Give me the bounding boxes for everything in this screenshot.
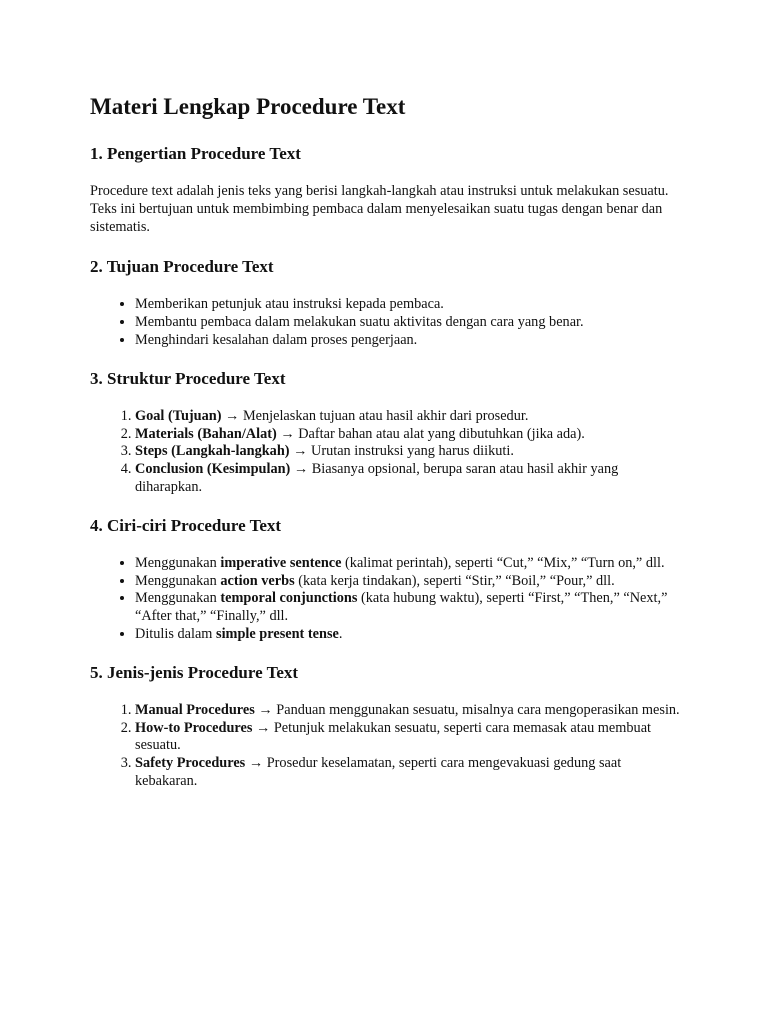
- item-desc: Menjelaskan tujuan atau hasil akhir dari prosedur.: [242, 407, 529, 424]
- item-term: Manual Procedures: [135, 701, 255, 718]
- item-pre: Menggunakan: [135, 572, 221, 589]
- item-desc: Urutan instruksi yang harus diikuti.: [311, 443, 514, 460]
- document-page: [90, 92, 680, 809]
- section-3-list: [90, 408, 680, 497]
- list-item: [135, 426, 680, 444]
- list-item: [135, 461, 680, 497]
- item-desc: Biasanya opsional, berupa saran atau hasil akhir yang diharapkan.: [135, 461, 619, 495]
- item-term: Safety Procedures: [135, 755, 246, 772]
- arrow: →: [252, 719, 274, 736]
- list-item: • Menghindari kesalahan dalam proses pengerjaan.: [135, 332, 680, 350]
- list-item: [135, 555, 680, 573]
- section-3-heading: 3. Struktur Procedure Text: [90, 368, 286, 388]
- list-item: [135, 408, 680, 426]
- arrow: →: [290, 461, 312, 478]
- item-post: (kata kerja tindakan), seperti “Stir,” “Boil,” “Pour,” dll.: [294, 572, 615, 589]
- section-5-heading: 5. Jenis-jenis Procedure Text: [90, 662, 299, 682]
- item-bold: action verbs: [220, 572, 295, 589]
- list-item: • Membantu pembaca dalam melakukan suatu aktivitas dengan cara yang benar.: [135, 314, 680, 332]
- item-post: (kata hubung waktu), seperti “First,” “Then,” “Next,” “After that,” “Finally,” dll.: [135, 590, 668, 625]
- list-item: [135, 573, 680, 591]
- arrow: →: [254, 701, 277, 718]
- arrow: →: [221, 407, 243, 424]
- section-4-list: [90, 555, 680, 644]
- list-item: [135, 720, 680, 756]
- item-term: Conclusion (Kesimpulan): [135, 461, 291, 478]
- list-item: [135, 443, 680, 461]
- item-pre: Ditulis dalam: [135, 625, 217, 642]
- section-1-paragraph: Procedure text adalah jenis teks yang berisi langkah-langkah atau instruksi untuk melakukan sesuatu. Teks ini bertujuan untuk membimbing pembaca dalam menyelesaikan suatu tugas dengan benar dan sistematis.: [90, 183, 669, 235]
- item-term: Goal (Tujuan): [135, 407, 222, 424]
- item-post: (kalimat perintah), seperti “Cut,” “Mix,” “Turn on,” dll.: [341, 554, 665, 571]
- item-post: .: [338, 625, 343, 642]
- item-bold: temporal conjunctions: [220, 590, 358, 607]
- item-bold: simple present tense: [216, 625, 339, 642]
- arrow: →: [245, 755, 267, 772]
- item-bold: imperative sentence: [220, 554, 342, 571]
- item-term: Steps (Langkah-langkah): [135, 443, 290, 460]
- section-1-heading: 1. Pengertian Procedure Text: [90, 144, 301, 163]
- item-term: How-to Procedures: [135, 719, 253, 736]
- item-pre: Menggunakan: [135, 554, 221, 571]
- arrow: →: [276, 425, 299, 442]
- section-2-list: [90, 296, 680, 349]
- item-desc: Panduan menggunakan sesuatu, misalnya cara mengoperasikan mesin.: [276, 701, 680, 718]
- section-4-heading: 4. Ciri-ciri Procedure Text: [90, 515, 282, 535]
- item-desc: Petunjuk melakukan sesuatu, seperti cara memasak atau membuat sesuatu.: [135, 719, 652, 754]
- item-term: Materials (Bahan/Alat): [135, 425, 277, 442]
- arrow: →: [289, 443, 311, 460]
- item-desc: Daftar bahan atau alat yang dibutuhkan (jika ada).: [298, 425, 585, 442]
- document-title: Materi Lengkap Procedure Text: [90, 94, 406, 119]
- section-2-heading: 2. Tujuan Procedure Text: [90, 257, 274, 277]
- item-desc: Prosedur keselamatan, seperti cara mengevakuasi gedung saat kebakaran.: [135, 755, 622, 789]
- list-item: [135, 755, 680, 791]
- list-item: [135, 590, 680, 626]
- list-item: [135, 702, 680, 720]
- list-item: [135, 626, 680, 644]
- list-item: • Memberikan petunjuk atau instruksi kepada pembaca.: [135, 296, 680, 314]
- item-pre: Menggunakan: [135, 590, 221, 607]
- section-5-list: [90, 702, 680, 791]
